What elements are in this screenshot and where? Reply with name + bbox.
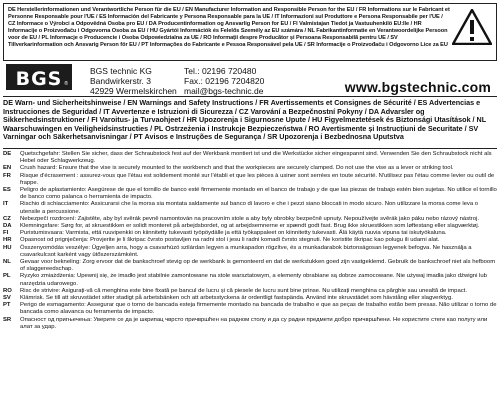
header-divider [3, 96, 497, 97]
logo-text: BGS [15, 68, 63, 90]
warning-es [3, 187, 497, 201]
contact-mail: mail@bgs-technic.de [184, 86, 264, 96]
warning-text: Gevaar voor bekneling: Zorg ervoor dat de bankschroef stevig op de werkbank is gemonteerd en dat de werkstukken goed zijn vastgeklemd. Gebruik de bankschroef niet als hefboom of slaggereedschap. [20, 259, 496, 273]
title-divider [3, 148, 497, 149]
warning-text: Összenyomódás veszélye: Ügyeljen arra, hogy a csavarhúzó szilárdan legyen a munkapadon rögzítve, és a munkadarabok biztonságosan legyenek befogva. Ne használja a csavarkulcsot karként vagy ütőszerszámként. [20, 244, 472, 258]
contact-tel: Tel.: 02196 720480 [184, 66, 257, 76]
warning-en [3, 165, 497, 172]
responsible-person-box [3, 3, 497, 61]
warning-text: Опасност од пригњечења: Уверите се да је шкрипац чврсто причвршћен на радном столу и да су радни предмети добро причвршћени. Не користите стеге као полугу или алат за удар. [20, 316, 488, 330]
company-name: BGS technic KG [90, 66, 152, 76]
warning-text: Crush hazard: Ensure that the vise is securely mounted to the workbench and that the workpieces are securely clamped. Do not use the vise as a lever or striking tool. [20, 165, 454, 172]
safety-instructions-title: DE Warn- und Sicherheitshinweise / EN Warnings and Safety Instructions / FR Avertissements et Consignes de Sécurité / ES Advertencias e Instrucciones de Seguridad / IT Avvertenze e Istruzioni di Sicurezza / CZ Varování a Bezpečnostní Pokyny / DA Advarsler og Sikkerhedsinstruktioner / FI Varoitus- ja Turvaohjeet / HR Upozorenja i Sigurnosne Upute / HU Figyelmeztetések és Biztonsági Utasítások / NL Waarschuwingen en Veiligheidsinstructies / PL Ostrzeżenia i Instrukcje Bezpieczeństwa / RO Avertismente și Instrucțiuni de Securitate / SV Varningar och Säkerhetsanvisningar / PT Avisos e Instruções de Segurança / SR Upozorenja i Bezbednosna Uputstva [3, 98, 487, 142]
warning-text: Klämrisk. Se till att skruvstädet sitter stadigt på arbetsbänken och att arbetsstyckena är ordentligt fastspända. Använd inte skruvstädet som hävstång eller slagverktyg. [20, 295, 453, 302]
language-code: DA [3, 223, 12, 230]
warning-text: Quetschgefahr: Stellen Sie sicher, dass der Schraubstock fest auf der Werkbank montiert ist und die Werkstücke sicher eingespannt sind. Verwenden Sie den Schraubstock nicht als Hebel oder Schlagwerkzeug. [20, 151, 492, 165]
warning-text: Risque d'écrasement : assurez-vous que l'étau est solidement monté sur l'établi et que les pièces à usiner sont serrées en toute sécurité. N'utilisez pas l'étau comme levier ou outil de frappe. [20, 172, 495, 186]
website-url: www.bgstechnic.com [344, 79, 491, 95]
warning-pl [3, 273, 497, 287]
warning-hr [3, 237, 497, 244]
bgs-logo [6, 64, 72, 90]
warning-sv [3, 295, 497, 302]
contact-fax: Fax.: 02196 7204820 [184, 76, 265, 86]
responsible-person-header: DE Herstellerinformationen und Verantwortliche Person für die EU / EN Manufacturer Information and Responsible Person for the EU / FR Informations sur le Fabricant et Personne Responsable pour l'UE / ES Información del Fabricante y Persona Responsable para la UE / IT Informazioni sul Produttore e Persona Responsabile per l'UE / CZ Informace o Výrobci a Odpovědná Osoba pro EU / DA Producentinformation og Ansvarlig Person for EU / FI Valmistajan Tiedot ja Vastuuhenkilö EU:lle / HR Informacije o Proizvođaču i Odgovorna Osoba za EU / HU Gyártói Információk és Felelős Személy az EU számára / NL Fabrikantinformatie en Verantwoordelijke Persoon voor de EU / PL Informacje o Producencie i Osoba Odpowiedzialna za UE / RO Informații despre Producător și Persoana Responsabilă pentru UE / SV Tillverkarinformation och Ansvarig Person för EU / PT Informações do Fabricante e Pessoa Responsável pela UE / SR Informacije o Proizvođaču i Odgovorno Lice za EU [8, 7, 450, 48]
warning-text: Rischio di schiacciamento: Assicurarsi che la morsa sia montata saldamente sul banco di lavoro e che i pezzi siano bloccati in modo sicuro. Non utilizzare la morsa come leva o utensile a percussione. [20, 201, 479, 215]
company-contact [184, 66, 264, 96]
company-city: 42929 Wermelskirchen [90, 86, 177, 96]
warning-text: Peligro de aplastamiento: Asegúrese de que el tornillo de banco esté firmemente montado en el banco de trabajo y de que las piezas de trabajo estén bien sujetas. No utilice el tornillo de banco como palanca o herramienta de impacto. [20, 187, 497, 201]
warning-pt [3, 302, 497, 316]
language-code: NL [3, 259, 11, 266]
warning-fr [3, 173, 497, 187]
language-code: HR [3, 237, 12, 244]
warning-text: Puristumisvaara: Varmista, että ruuvipenkki on kiinnitetty tukevasti työpöydälle ja että työkappaleet on kiinnitetty tukevasti. Älä käytä ruuvia vipuna tai iskutyökaluna. [20, 230, 447, 237]
warning-triangle-icon [452, 9, 492, 45]
warning-text: Risc de strivire: Asigurați-vă că menghina este bine fixată pe bancul de lucru și că piesele de lucru sunt bine prinse. Nu utilizați menghina ca pârghie sau unealtă de impact. [20, 287, 467, 294]
warning-cz [3, 216, 497, 223]
warning-text: Perigo de esmagamento: Assegurar que o torno de bancada esteja firmemente montado na bancada de trabalho e que as peças de trabalho estão bem presas. Não utilizar o torno de bancada como alavanca ou ferramenta de impacto. [20, 302, 497, 316]
language-code: SV [3, 295, 11, 302]
language-code: PL [3, 273, 11, 280]
manufacturer-header [0, 64, 500, 94]
language-code: FI [3, 230, 9, 237]
logo-registered-mark: ® [64, 81, 68, 87]
warning-hu [3, 245, 497, 259]
language-code: DE [3, 151, 12, 157]
warning-fi [3, 230, 497, 237]
warning-it [3, 201, 497, 215]
warning-nl [3, 259, 497, 273]
company-address [90, 66, 177, 96]
language-code: PT [3, 302, 11, 309]
warning-text: Opasnost od prignječenja: Provjerite je li škripac čvrsto postavljen na radni stol i jesu li radni komadi čvrsto stegnuti. Ne koristite škripac kao polugu ili udarni alat. [20, 237, 440, 244]
language-code: ES [3, 187, 11, 194]
language-code: IT [3, 201, 9, 208]
warning-ro [3, 288, 497, 295]
warning-sr [3, 317, 497, 331]
warning-text: Nebezpečí rozdrcení: Zajistěte, aby byl svěrák pevně namontován na pracovním stole a aby byly obrobky bezpečně upnuty. Nepoužívejte svěrák jako páku nebo rázový nástroj. [20, 215, 479, 222]
language-code: SR [3, 316, 12, 323]
language-code: RO [3, 287, 12, 294]
language-code: HU [3, 244, 12, 251]
language-code: EN [3, 165, 12, 172]
language-code: CZ [3, 215, 11, 222]
warning-text: Klemningsfare: Sørg for, at skruestikken er solidt monteret på arbejdsbordet, og at arbejdsemnerne er spændt godt fast. Brug ikke skruestikken som løftestang eller slagværktøj. [20, 223, 480, 230]
warnings-list [3, 151, 497, 331]
company-street: Bandwirkerstr. 3 [90, 76, 151, 86]
warning-de [3, 151, 497, 165]
warning-text: Ryzyko zmiażdżenia: Upewnij się, że imadło jest stabilnie zamontowane na stole warsztatowym, a elementy obrabiane są dobrze zamocowane. Nie używaj imadła jako dźwigni lub narzędzia udarowego. [20, 273, 487, 287]
language-code: FR [3, 172, 11, 179]
